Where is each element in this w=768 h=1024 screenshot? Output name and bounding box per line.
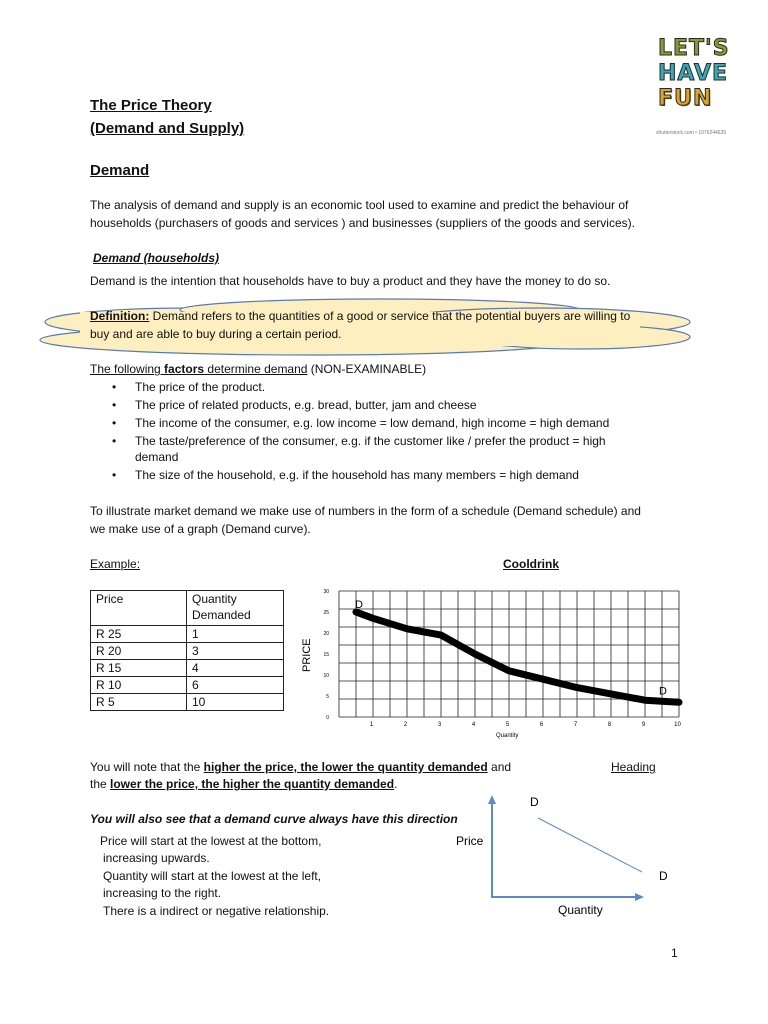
factor-item: • The income of the consumer, e.g. low income = low demand, high income = high demand [90,414,690,432]
diagram-right-arrow [635,893,644,901]
factor-item: • The size of the household, e.g. if the household has many members = high demand [90,466,690,484]
curve-label-bottom: D [659,685,667,698]
diagram-demand-line [538,818,642,872]
conclusion-line-2 [90,776,397,792]
y-tick-label: 30 [323,589,329,595]
conclusion-bold-2: lower the price, the higher the quantity demanded [110,777,395,791]
header-quantity-text: Quantity [192,592,237,606]
conclusion-post-1: and [487,760,512,774]
households-text: Demand is the intention that households have to buy a product and they have the money to do so. [90,274,611,288]
example-label: Example: [90,557,141,571]
direction-note: Quantity will start at the lowest at the left, [103,869,322,883]
x-tick-label: 1 [369,722,374,728]
factors-intro-bold: factors [164,362,205,376]
definition-line-1 [90,308,630,324]
x-tick-label: 5 [505,722,510,728]
definition-label: Definition: [90,309,150,323]
factors-intro-suffix: determine demand [204,362,308,376]
factor-item-continuation [90,448,690,466]
demand-schedule-table [90,590,284,711]
diagram-price-label: Price [456,834,484,848]
y-tick-label: 5 [326,694,329,700]
direction-note: increasing to the right. [103,886,222,900]
price-cell: R 25 [91,626,187,643]
table-header-quantity [187,591,284,626]
table-header-row [91,591,284,626]
diagram-up-arrow [488,795,496,804]
price-cell: R 15 [91,660,187,677]
quantity-cell: 3 [187,643,284,660]
table-row [91,694,284,711]
illustrate-line-1: To illustrate market demand we make use of numbers in the form of a schedule (Demand schedule) and [90,504,641,518]
x-tick-label: 9 [641,722,646,728]
factors-intro [90,361,426,377]
table-row [91,643,284,660]
direction-note: increasing upwards. [103,851,210,865]
direction-heading: You will also see that a demand curve always have this direction [90,812,458,826]
price-cell: R 5 [91,694,187,711]
conclusion-pre-1: You will note that the [90,760,204,774]
intro-text-2: households (purchasers of goods and services ) and businesses (suppliers of the goods and services). [90,216,635,230]
x-tick-label: 3 [437,722,442,728]
factors-list [90,378,690,484]
x-axis-ticks [370,722,682,728]
logo-line-3: FUN [658,86,713,111]
intro-text-1: The analysis of demand and supply is an economic tool used to examine and predict the behaviour of [90,198,629,212]
table-row [91,660,284,677]
price-cell: R 20 [91,643,187,660]
lets-have-fun-logo [658,36,734,111]
x-tick-label: 10 [674,722,681,728]
quantity-cell: 4 [187,660,284,677]
chart-title: Cooldrink [503,557,559,571]
demand-curve-chart [290,585,690,745]
curve-label-top: D [355,599,363,611]
factors-intro-prefix: The following [90,362,165,376]
x-axis-label: Quantity [496,733,519,739]
page-title-line-2: (Demand and Supply) [90,120,245,137]
conclusion-pre-2: the [90,777,111,791]
x-tick-label: 7 [573,722,578,728]
households-heading: Demand (households) [93,251,220,265]
logo-line-2: HAVE [658,61,728,86]
x-tick-label: 2 [403,722,408,728]
y-tick-label: 25 [323,610,329,616]
conclusion-line-1 [90,759,511,775]
y-axis-ticks [323,589,329,721]
header-demanded-text: Demanded [192,608,251,622]
demand-heading: Demand [90,162,150,179]
y-tick-label: 20 [323,631,329,637]
factor-continuation-text: demand [135,450,179,464]
quantity-cell: 10 [187,694,284,711]
y-axis-label: PRICE [301,638,313,672]
illustrate-line-2: we make use of a graph (Demand curve). [90,522,311,536]
x-tick-label: 8 [607,722,612,728]
x-tick-label: 6 [539,722,544,728]
y-tick-label: 0 [326,715,329,721]
factor-item: • The taste/preference of the consumer, e.g. if the customer like / prefer the product = high [90,432,690,450]
conclusion-bold-1: higher the price, the lower the quantity demanded [203,760,488,774]
y-tick-label: 10 [323,673,329,679]
factors-intro-note: (NON-EXAMINABLE) [307,362,427,376]
page-number: 1 [671,946,678,960]
y-tick-label: 15 [323,652,329,658]
page-title-line-1: The Price Theory [90,97,212,114]
table-header-price: Price [91,591,187,626]
table-row [91,677,284,694]
logo-line-1: LET'S [658,36,730,61]
heading-label: Heading [611,760,656,774]
quantity-cell: 1 [187,626,284,643]
quantity-cell: 6 [187,677,284,694]
definition-line-2: buy and are able to buy during a certain period. [90,327,342,341]
direction-note: Price will start at the lowest at the bottom, [100,834,322,848]
diagram-label-bottom: D [659,869,668,883]
direction-note: There is a indirect or negative relationship. [103,904,330,918]
factor-item: • The price of the product. [90,378,690,396]
stock-watermark: shutterstock.com • 1076244635 [656,130,727,136]
factor-item: • The price of related products, e.g. bread, butter, jam and cheese [90,396,690,414]
price-cell: R 10 [91,677,187,694]
x-tick-label: 4 [471,722,476,728]
diagram-label-top: D [530,795,539,809]
conclusion-post-2: . [394,777,398,791]
demand-curve-line [356,612,679,702]
definition-text-1: Demand refers to the quantities of a good or service that the potential buyers are willing to [149,309,631,323]
diagram-quantity-label: Quantity [558,903,603,917]
table-row [91,626,284,643]
demand-direction-diagram [440,790,680,925]
